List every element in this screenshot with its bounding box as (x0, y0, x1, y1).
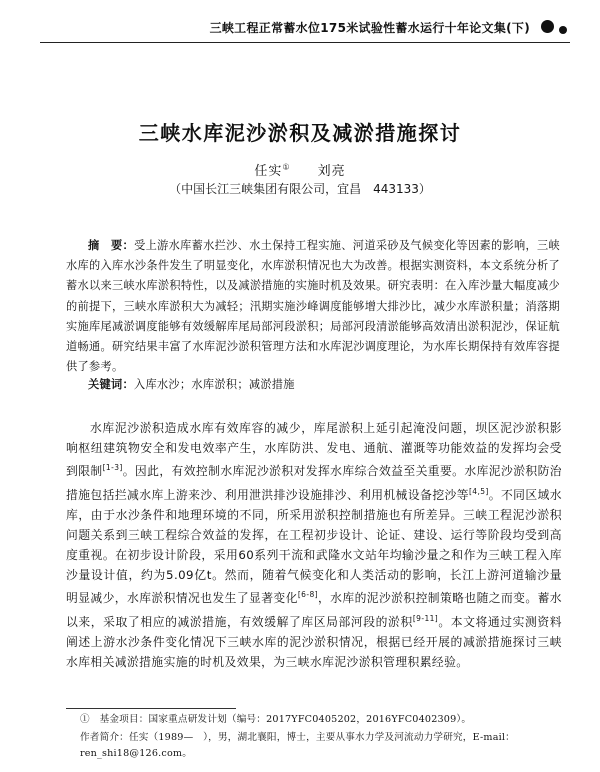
body-paragraph (66, 418, 562, 672)
keywords-text: 入库水沙；水库淤积；减淤措施 (133, 378, 295, 391)
body-text-segment: 。不同区域水库，由于水沙条件和地理环境的不同，所采用淤积控制措施也有所差异。三峡工程泥沙淤积问题关系到三峡工程综合效益的发挥，在工程初步设计、论证、建设、运行等阶段均受到高度重视。在初步设计阶段，采用60系列干流和武隆水文站年均输沙量之和作为三峡工程入库沙量设计值，约为5.09亿t。然而，随着气候变化和人类活动的影响，长江上游河道输沙量明显减少，水库淤积情况也发生了显著变化 (66, 487, 562, 606)
body-text-segment: 。因此，有效控制水库泥沙淤积对发挥水库综合效益至关重要。水库泥沙淤积防治措施包括拦减水库上游来沙、利用泄洪排沙设施排沙、利用机械设备挖沙等 (66, 464, 562, 502)
header-dot-icon (559, 26, 567, 34)
header-ornament-icon (541, 20, 554, 33)
body-text-segment: 。本文将通过实测资料阐述上游水沙条件变化情况下三峡水库的泥沙淤积情况，根据已经开展的减淤措施探讨三峡水库相关减淤措施实施的时机及效果，为三峡水库泥沙淤积管理积累经验。 (66, 614, 562, 669)
author-1-footnote-mark: ① (282, 162, 291, 172)
header-rule (40, 42, 570, 43)
author-1: 任实 (254, 164, 283, 179)
author-2: 刘亮 (317, 164, 346, 179)
citation: [6-8] (297, 590, 318, 600)
citation: [4,5] (468, 486, 489, 496)
keywords-label: 关键词： (88, 378, 134, 391)
keywords (88, 376, 558, 392)
citation: [1-3] (102, 463, 123, 473)
abstract (66, 236, 560, 377)
footnote-fund: ① 基金项目：国家重点研发计划（编号：2017YFC0405202，2016YFC0402309）。 (80, 714, 472, 725)
footnote-rule (66, 708, 236, 709)
footnote-author-info: 作者简介：任实（1989— ），男，湖北襄阳，博士，主要从事水力学及河流动力学研究，E-mail：ren_shi18@126.com。 (80, 732, 515, 759)
running-header (0, 16, 600, 38)
abstract-label: 摘 要： (88, 239, 135, 252)
affiliation: （中国长江三峡集团有限公司，宜昌 443133） (169, 182, 431, 196)
author-line (0, 160, 600, 179)
body-text-segment: ，水库的泥沙淤积控制策略也随之而变。蓄水以来，采取了相应的减淤措施，有效缓解了库区局部河段的淤积 (66, 591, 562, 629)
body-text-segment: 水库泥沙淤积造成水库有效库容的减少，库尾淤积上延引起淹没问题，坝区泥沙淤积影响枢纽建筑物安全和发电效率产生，水库防洪、发电、通航、灌溉等功能效益的发挥均会受到限制 (66, 421, 562, 479)
abstract-text: 受上游水库蓄水拦沙、水土保持工程实施、河道采砂及气候变化等因素的影响，三峡水库的入库水沙条件发生了明显变化，水库淤积情况也大为改善。根据实测资料，本文系统分析了蓄水以来三峡水库淤积特性，以及减淤措施的实施时机及效果。研究表明：在入库沙量大幅度减少的前提下，三峡水库淤积大为减轻；汛期实施沙峰调度能够增大排沙比，减少水库淤积量；消落期实施库尾减淤调度能够有效缓解库尾局部河段淤积；局部河段清淤能够高效清出淤积泥沙，保证航道畅通。研究结果丰富了水库泥沙淤积管理方法和水库泥沙调度理论，为水库长期保持有效库容提供了参考。 (66, 239, 561, 374)
article-title: 三峡水库泥沙淤积及减淤措施探讨 (138, 121, 462, 145)
running-header-title: 三峡工程正常蓄水位175米试验性蓄水运行十年论文集(下) (209, 21, 530, 35)
citation: [9-11] (412, 613, 439, 623)
